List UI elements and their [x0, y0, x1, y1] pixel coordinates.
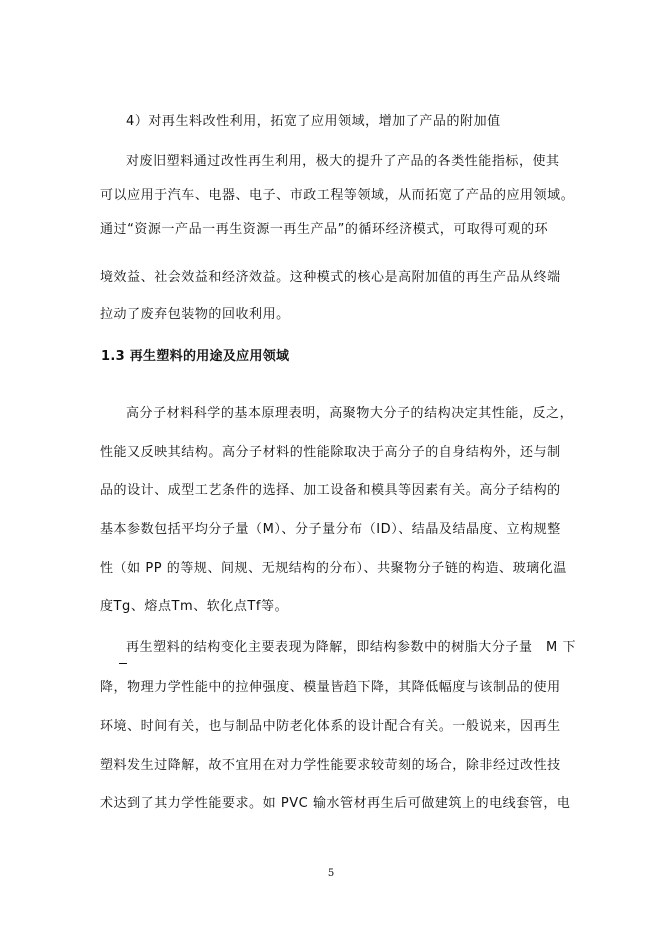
mean-overbar [119, 663, 127, 664]
page-number: 5 [327, 868, 335, 879]
paragraph-2-line-5: 性（如 PP 的等规、间规、无规结构的分布）、共聚物分子链的构造、玻璃化温 [100, 561, 567, 576]
section-heading-1-3: 1.3 再生塑料的用途及应用领域 [101, 349, 290, 364]
paragraph-1-line-3: 通过“资源一产品一再生资源一再生产品”的循环经济模式，可取得可观的环 [100, 222, 549, 237]
paragraph-3-line-1: 再生塑料的结构变化主要表现为降解，即结构参数中的树脂大分子量 M 下 [126, 640, 577, 655]
paragraph-2-line-6: 度Tg、熔点Tm、软化点Tf等。 [100, 599, 289, 614]
paragraph-1-line-5: 拉动了废弃包装物的回收利用。 [100, 307, 290, 322]
paragraph-3-line-4: 塑料发生过降解，故不宜用在对力学性能要求较苛刻的场合，除非经过改性技 [100, 758, 561, 773]
paragraph-1-line-1: 对废旧塑料通过改性再生利用，极大的提升了产品的各类性能指标，使其 [126, 154, 560, 169]
paragraph-3-line-3: 环境、时间有关，也与制品中防老化体系的设计配合有关。一般说来，因再生 [100, 719, 561, 734]
paragraph-1-line-4: 境效益、社会效益和经济效益。这种模式的核心是高附加值的再生产品从终端 [100, 270, 561, 285]
paragraph-2-line-2: 性能又反映其结构。高分子材料的性能除取决于高分子的自身结构外，还与制 [100, 445, 561, 460]
paragraph-2-line-1: 高分子材料科学的基本原理表明，高聚物大分子的结构决定其性能，反之， [126, 406, 574, 421]
paragraph-2-line-3: 品的设计、成型工艺条件的选择、加工设备和模具等因素有关。高分子结构的 [100, 483, 561, 498]
paragraph-3-line-5: 术达到了其力学性能要求。如 PVC 输水管材再生后可做建筑上的电线套管，电 [100, 796, 571, 811]
paragraph-1-line-2: 可以应用于汽车、电器、电子、市政工程等领域，从而拓宽了产品的应用领域。 [100, 188, 575, 203]
paragraph-2-line-4: 基本参数包括平均分子量（M）、分子量分布（ID）、结晶及结晶度、立构规整 [100, 522, 561, 537]
paragraph-3-line-2: 降，物理力学性能中的拉伸强度、模量皆趋下降，其降低幅度与该制品的使用 [100, 680, 561, 695]
section-title-4: 4）对再生料改性利用，拓宽了应用领域，增加了产品的附加值 [126, 114, 501, 129]
